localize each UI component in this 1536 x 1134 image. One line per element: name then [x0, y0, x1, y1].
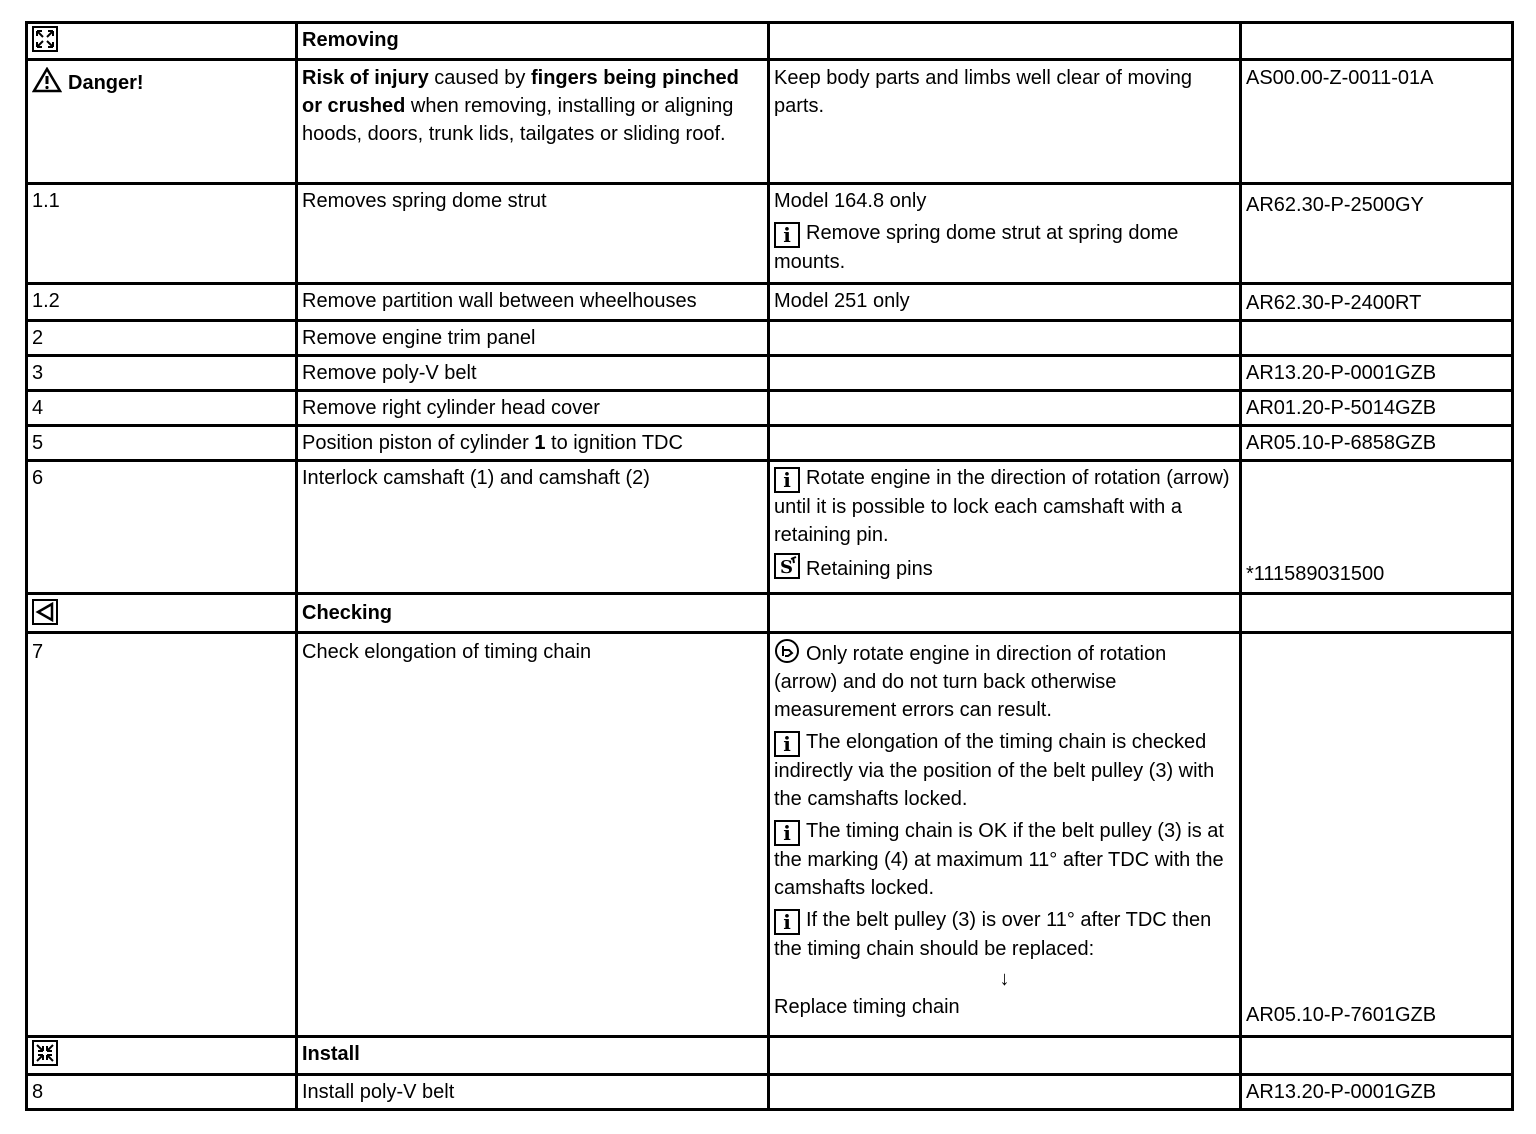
document-ref-link[interactable]: AR13.20-P-0001GZB — [1246, 1081, 1437, 1103]
step-note: Remove spring dome strut at spring dome mounts. — [774, 222, 1179, 273]
section-row-install — [27, 1037, 1513, 1075]
expand-arrows-icon — [32, 26, 58, 52]
step-row-8 — [27, 1075, 1513, 1110]
section-row-checking — [27, 594, 1513, 633]
document-ref-link[interactable]: AR62.30-P-2500GY — [1246, 194, 1424, 216]
checking-triangle-icon — [32, 599, 58, 625]
danger-row — [27, 60, 1513, 184]
document-ref-link[interactable]: AR05.10-P-6858GZB — [1246, 432, 1437, 454]
tool-number: *111589031500 — [1246, 563, 1385, 585]
step-note: Rotate engine in the direction of rotation (arrow) until it is possible to lock each camshaft with a retaining pin. — [774, 467, 1230, 546]
step-note: The elongation of the timing chain is checked indirectly via the position of the belt pulley (3) with the camshafts locked. — [774, 731, 1215, 810]
step-text: Remove engine trim panel — [297, 321, 769, 356]
step-text: Remove partition wall between wheelhouses — [297, 284, 769, 321]
special-tool-icon — [774, 553, 800, 579]
document-ref-link[interactable]: AR05.10-P-7601GZB — [1246, 1004, 1437, 1026]
step-number: 1.1 — [27, 184, 297, 284]
tool-note: Retaining pins — [806, 558, 933, 580]
step-row-7 — [27, 633, 1513, 1037]
step-text: Interlock camshaft (1) and camshaft (2) — [297, 461, 769, 594]
danger-risk-text: Risk of injury caused by fingers being pinched or crushed when removing, installing or aligning hoods, doors, trunk lids, tailgates or sliding roof. — [297, 60, 769, 184]
compress-arrows-icon — [32, 1040, 58, 1066]
step-number: 5 — [27, 426, 297, 461]
document-ref-link[interactable]: AR01.20-P-5014GZB — [1246, 397, 1437, 419]
step-text: Position piston of cylinder 1 to ignition TDC — [297, 426, 769, 461]
step-row-1-2 — [27, 284, 1513, 321]
step-text: Check elongation of timing chain — [297, 633, 769, 1037]
info-icon: i — [774, 909, 800, 935]
step-text: Removes spring dome strut — [297, 184, 769, 284]
section-title-removing: Removing — [297, 23, 769, 60]
danger-measure: Keep body parts and limbs well clear of moving parts. — [769, 60, 1241, 184]
section-title-checking: Checking — [297, 594, 769, 633]
step-number: 7 — [27, 633, 297, 1037]
step-note: Model 164.8 only — [774, 190, 927, 212]
step-number: 6 — [27, 461, 297, 594]
caution-hand-icon — [774, 638, 800, 664]
step-number: 1.2 — [27, 284, 297, 321]
down-arrow-icon: ↓ — [999, 968, 1010, 990]
step-text: Install poly-V belt — [297, 1075, 769, 1110]
step-row-6 — [27, 461, 1513, 594]
danger-label: Danger! — [68, 72, 144, 94]
info-icon: i — [774, 820, 800, 846]
step-note: Model 251 only — [769, 284, 1241, 321]
section-title-install: Install — [297, 1037, 769, 1075]
info-icon: i — [774, 222, 800, 248]
step-row-2 — [27, 321, 1513, 356]
caution-note: Only rotate engine in direction of rotation (arrow) and do not turn back otherwise measurement errors can result. — [774, 643, 1167, 721]
step-row-4 — [27, 391, 1513, 426]
procedure-table — [25, 21, 1514, 1111]
step-note: Replace timing chain — [774, 996, 960, 1018]
step-row-5 — [27, 426, 1513, 461]
step-text: Remove poly-V belt — [297, 356, 769, 391]
step-note: If the belt pulley (3) is over 11° after TDC then the timing chain should be replaced: — [774, 909, 1212, 960]
step-number: 3 — [27, 356, 297, 391]
step-row-1-1 — [27, 184, 1513, 284]
step-row-3 — [27, 356, 1513, 391]
danger-ref: AS00.00-Z-0011-01A — [1241, 60, 1513, 184]
document-ref-link[interactable]: AR62.30-P-2400RT — [1246, 292, 1422, 314]
step-note: The timing chain is OK if the belt pulley (3) is at the marking (4) at maximum 11° after TDC with the camshafts locked. — [774, 820, 1224, 899]
section-row-removing — [27, 23, 1513, 60]
step-number: 2 — [27, 321, 297, 356]
step-text: Remove right cylinder head cover — [297, 391, 769, 426]
step-number: 4 — [27, 391, 297, 426]
document-ref-link[interactable]: AR13.20-P-0001GZB — [1246, 362, 1437, 384]
step-number: 8 — [27, 1075, 297, 1110]
info-icon: i — [774, 731, 800, 757]
svg-text:S: S — [780, 557, 793, 578]
warning-triangle-icon — [32, 67, 62, 93]
info-icon: i — [774, 467, 800, 493]
